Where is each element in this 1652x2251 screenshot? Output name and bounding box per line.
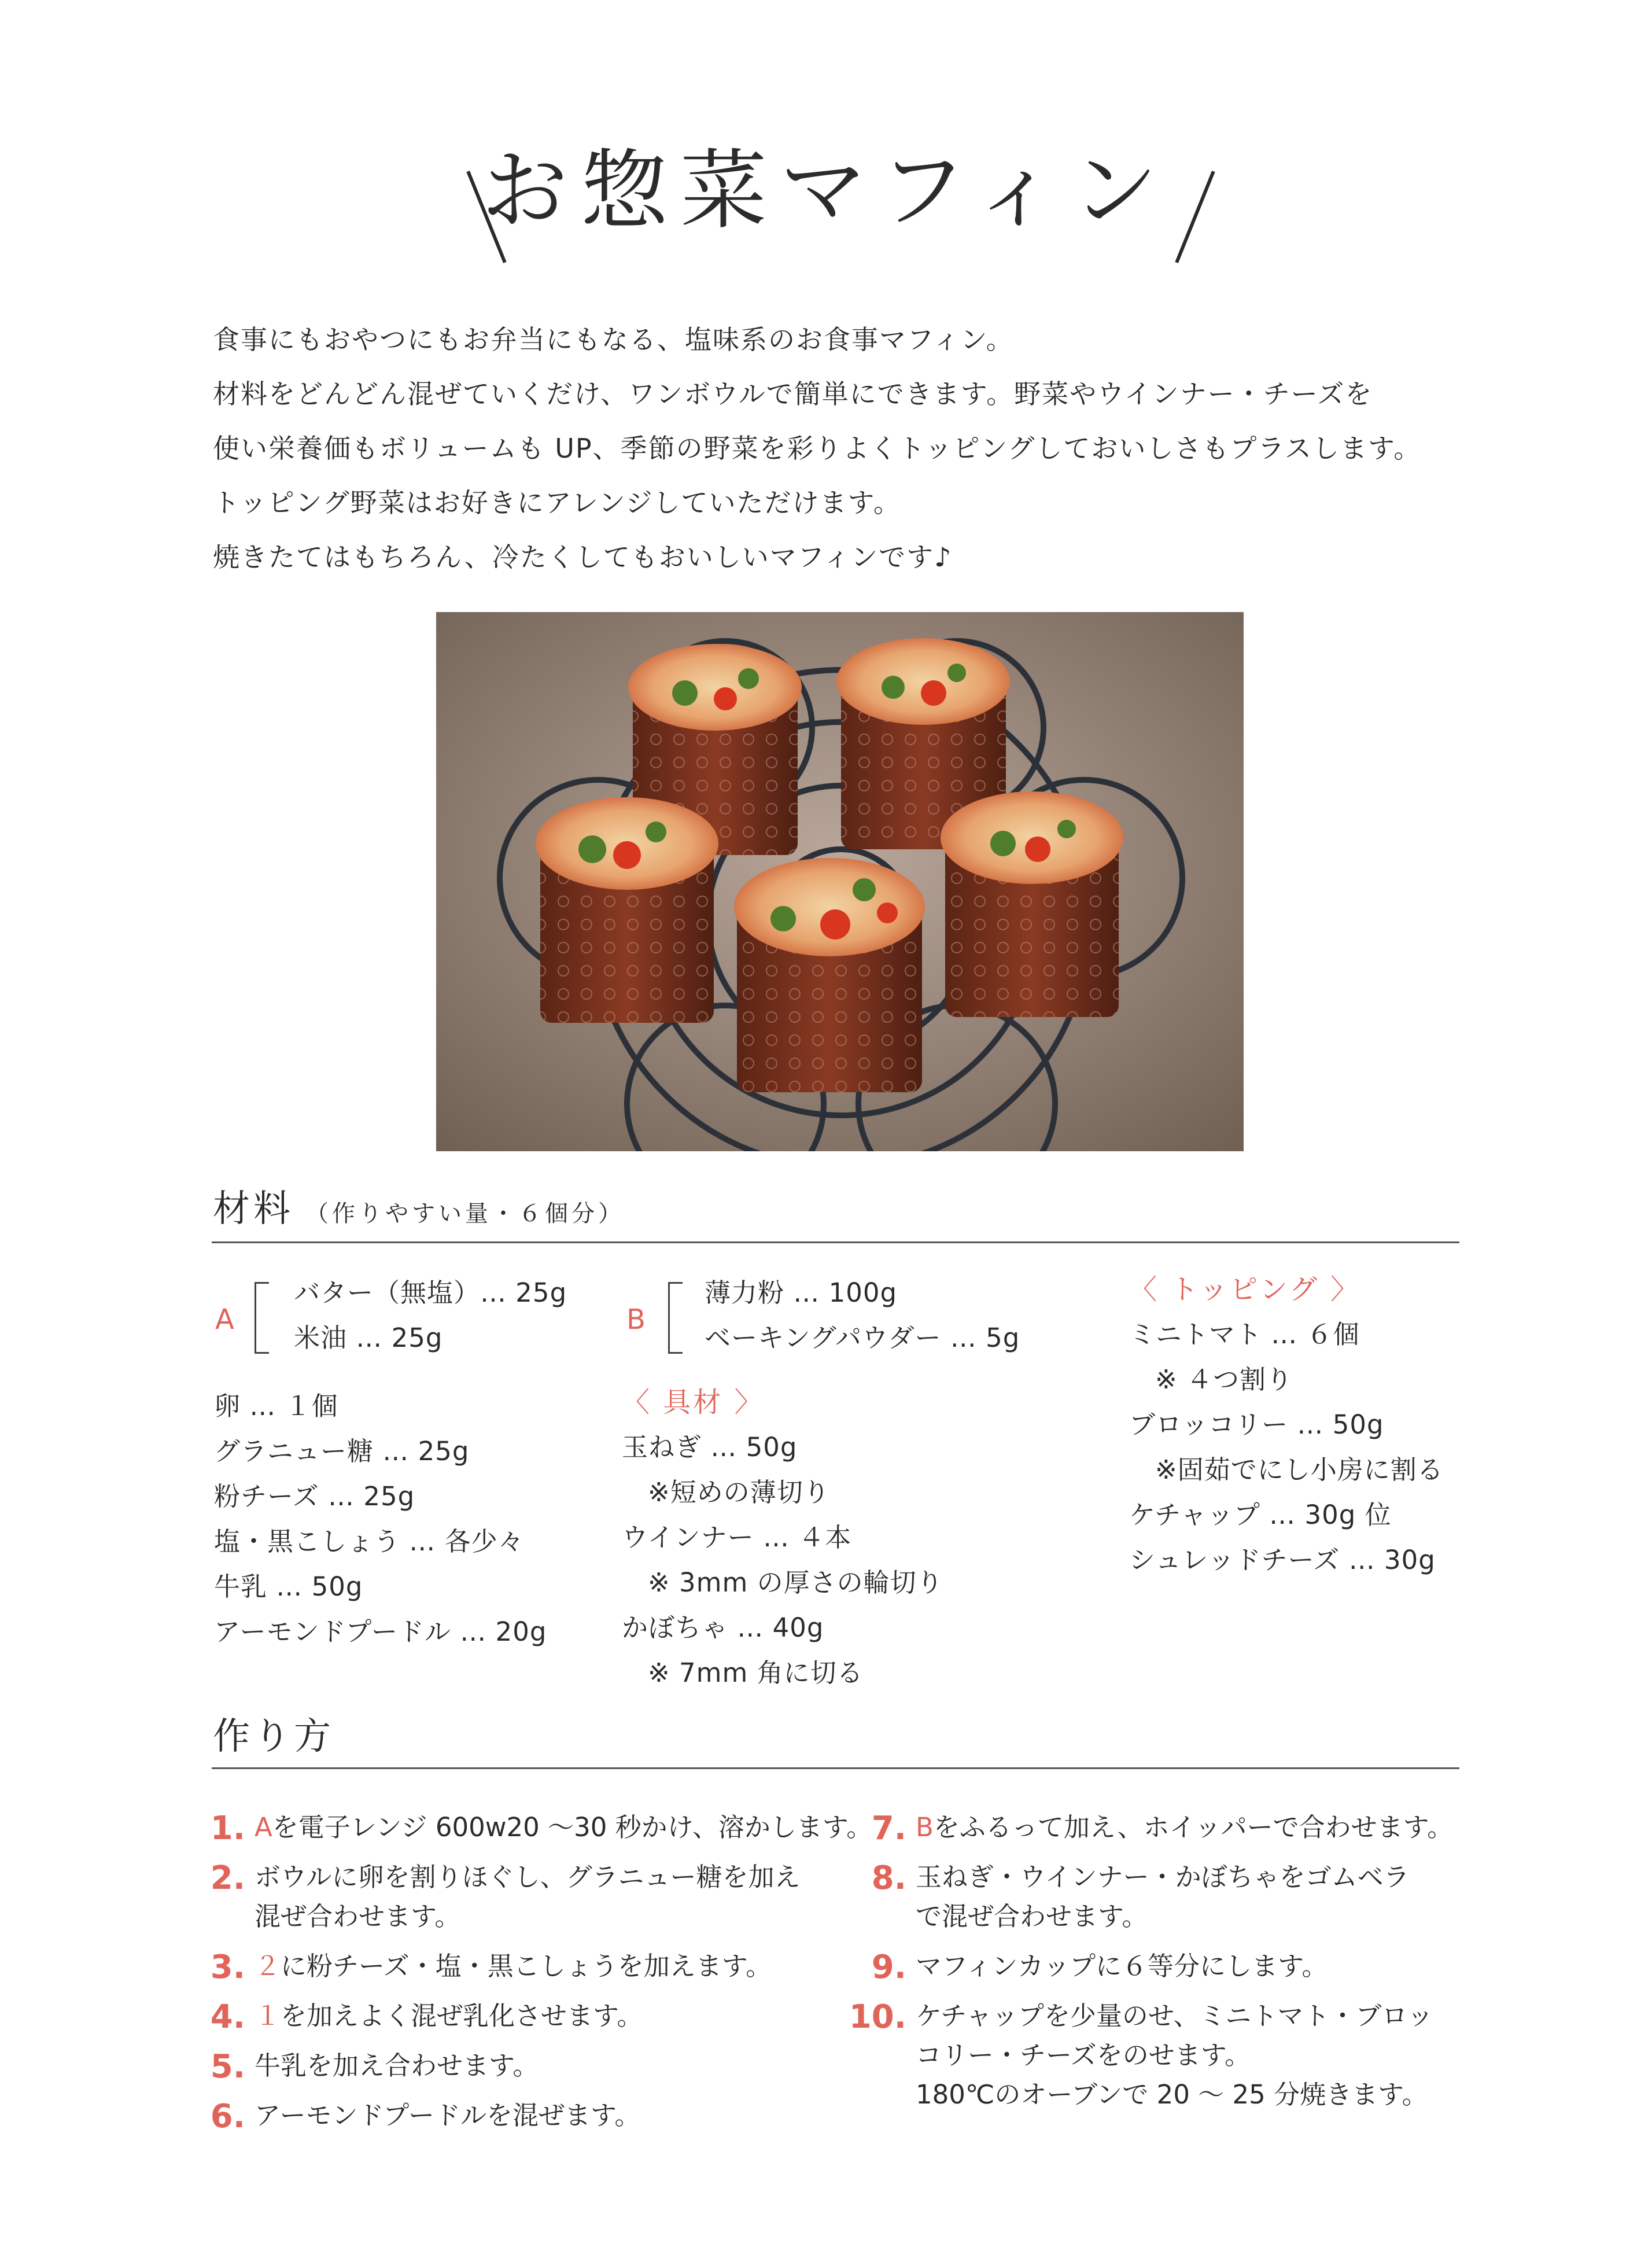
method-heading: 作り方	[213, 1715, 334, 1758]
group-b-items	[705, 1270, 1020, 1361]
step-number: 3.	[210, 1948, 245, 1986]
step-text: ケチャップを少量のせ、ミニトマト・ブロッ	[916, 2001, 1433, 2031]
ingredient-note: ※ ４つ割り	[1155, 1364, 1293, 1395]
muffin-photo	[436, 612, 1244, 1151]
intro-line: トッピング野菜はお好きにアレンジしていただけます。	[213, 487, 901, 518]
step	[871, 1858, 1453, 1936]
step	[210, 1808, 873, 1847]
step-text: アーモンドプードルを混ぜます。	[255, 2100, 641, 2131]
ingredient-item: 玉ねぎ … 50g	[622, 1432, 798, 1462]
step-ref: ２	[255, 1951, 281, 1981]
page-title: お惣菜マフィン	[481, 141, 1171, 241]
step-ref: １	[255, 2001, 281, 2031]
ingredient-item: シュレッドチーズ … 30g	[1129, 1545, 1436, 1575]
intro-text	[213, 312, 1485, 584]
ingredient-item: ブロッコリー … 50g	[1129, 1409, 1384, 1440]
steps-left	[210, 1808, 873, 2135]
step-number: 8.	[871, 1859, 906, 1897]
ingredient-item: ウインナー … ４本	[622, 1522, 852, 1553]
intro-line: 焼きたてはもちろん、冷たくしてもおいしいマフィンです♪	[213, 541, 953, 573]
ingredients-heading	[213, 1188, 625, 1231]
step-number: 4.	[210, 1998, 245, 2036]
intro-line: 使い栄養価もボリュームも UP、季節の野菜を彩りよくトッピングしておいしさもプラスします。	[213, 433, 1422, 464]
group-a-bracket	[255, 1282, 269, 1354]
ingredient-item: ミニトマト … ６個	[1129, 1319, 1360, 1350]
step-number: 5.	[210, 2048, 245, 2086]
intro-line: 食事にもおやつにもお弁当にもなる、塩味系のお食事マフィン。	[213, 324, 1014, 355]
step-text: を加えよく混ぜ乳化させます。	[281, 2001, 643, 2031]
step	[210, 1996, 872, 2036]
fillings-list	[622, 1380, 943, 1696]
step-text-cont: で混ぜ合わせます。	[916, 1901, 1148, 1932]
ingredient-item: 牛乳 … 50g	[214, 1571, 363, 1602]
step	[210, 1858, 872, 1936]
step	[871, 1947, 1453, 1986]
ingredient-item: 薄力粉 … 100g	[705, 1277, 898, 1308]
ingredient-item: 卵 … １個	[214, 1391, 338, 1421]
ingredients-rule	[212, 1241, 1459, 1243]
muffin-photo-illustration	[436, 612, 1244, 1151]
step	[210, 2046, 872, 2086]
ingredient-note: ※短めの薄切り	[648, 1477, 830, 1508]
step-text: を電子レンジ 600w20 〜30 秒かけ、溶かします。	[272, 1812, 873, 1843]
ingredient-item: バター（無塩）… 25g	[294, 1277, 567, 1308]
ingredient-item: かぼちゃ … 40g	[622, 1612, 824, 1643]
ingredient-item: 粉チーズ … 25g	[214, 1481, 415, 1512]
ingredient-item: ベーキングパウダー … 5g	[705, 1322, 1020, 1353]
step-text: をふるって加え、ホイッパーで合わせます。	[933, 1812, 1454, 1843]
step-number: 7.	[871, 1810, 906, 1847]
step	[871, 1808, 1454, 1847]
method-rule	[212, 1767, 1459, 1769]
step-text: マフィンカップに６等分にします。	[916, 1951, 1328, 1981]
step-ref: A	[255, 1812, 272, 1843]
group-a-letter: A	[215, 1303, 234, 1336]
group-a-items	[294, 1270, 567, 1361]
step	[210, 2096, 872, 2135]
step-number: 10.	[849, 1998, 906, 2036]
step-text-cont: 180℃のオーブンで 20 〜 25 分焼きます。	[916, 2079, 1428, 2110]
ingredient-item: 塩・黒こしょう … 各少々	[214, 1526, 525, 1557]
step-number: 9.	[871, 1948, 906, 1986]
step-ref: B	[916, 1812, 934, 1843]
steps-right	[849, 1808, 1454, 2114]
main-ingredients-list	[214, 1384, 547, 1655]
step-text: 牛乳を加え合わせます。	[255, 2050, 539, 2081]
ingredients-title: 材料	[213, 1188, 294, 1231]
step	[849, 1996, 1453, 2114]
ingredient-item: ケチャップ … 30g 位	[1129, 1500, 1392, 1530]
ingredient-item: 米油 … 25g	[294, 1322, 443, 1353]
intro-line: 材料をどんどん混ぜていくだけ、ワンボウルで簡単にできます。野菜やウインナー・チーズを	[213, 378, 1373, 410]
ingredient-note: ※固茹でにし小房に割る	[1155, 1454, 1444, 1485]
step-number: 6.	[210, 2098, 245, 2135]
step-text-cont: コリー・チーズをのせます。	[916, 2040, 1251, 2071]
step-text: に粉チーズ・塩・黒こしょうを加えます。	[281, 1951, 772, 1981]
step-number: 1.	[210, 1810, 245, 1847]
ingredient-item: アーモンドプードル … 20g	[214, 1616, 547, 1647]
toppings-heading: 〈 トッピング 〉	[1129, 1273, 1361, 1306]
ingredient-note: ※ 3mm の厚さの輪切り	[648, 1567, 943, 1598]
fillings-heading: 〈 具材 〉	[622, 1386, 765, 1419]
step-text: ボウルに卵を割りほぐし、グラニュー糖を加え	[255, 1862, 801, 1892]
group-b-bracket	[668, 1282, 683, 1354]
toppings-list	[1129, 1267, 1444, 1583]
step	[210, 1947, 872, 1986]
ingredient-note: ※ 7mm 角に切る	[648, 1657, 864, 1688]
ingredient-item: グラニュー糖 … 25g	[214, 1436, 470, 1467]
step-text-cont: 混ぜ合わせます。	[255, 1901, 461, 1932]
step-number: 2.	[210, 1859, 245, 1897]
ingredients-subtitle: （作りやすい量・６個分）	[305, 1200, 625, 1227]
step-text: 玉ねぎ・ウインナー・かぼちゃをゴムベラ	[916, 1862, 1410, 1892]
group-b-letter: B	[626, 1303, 646, 1336]
